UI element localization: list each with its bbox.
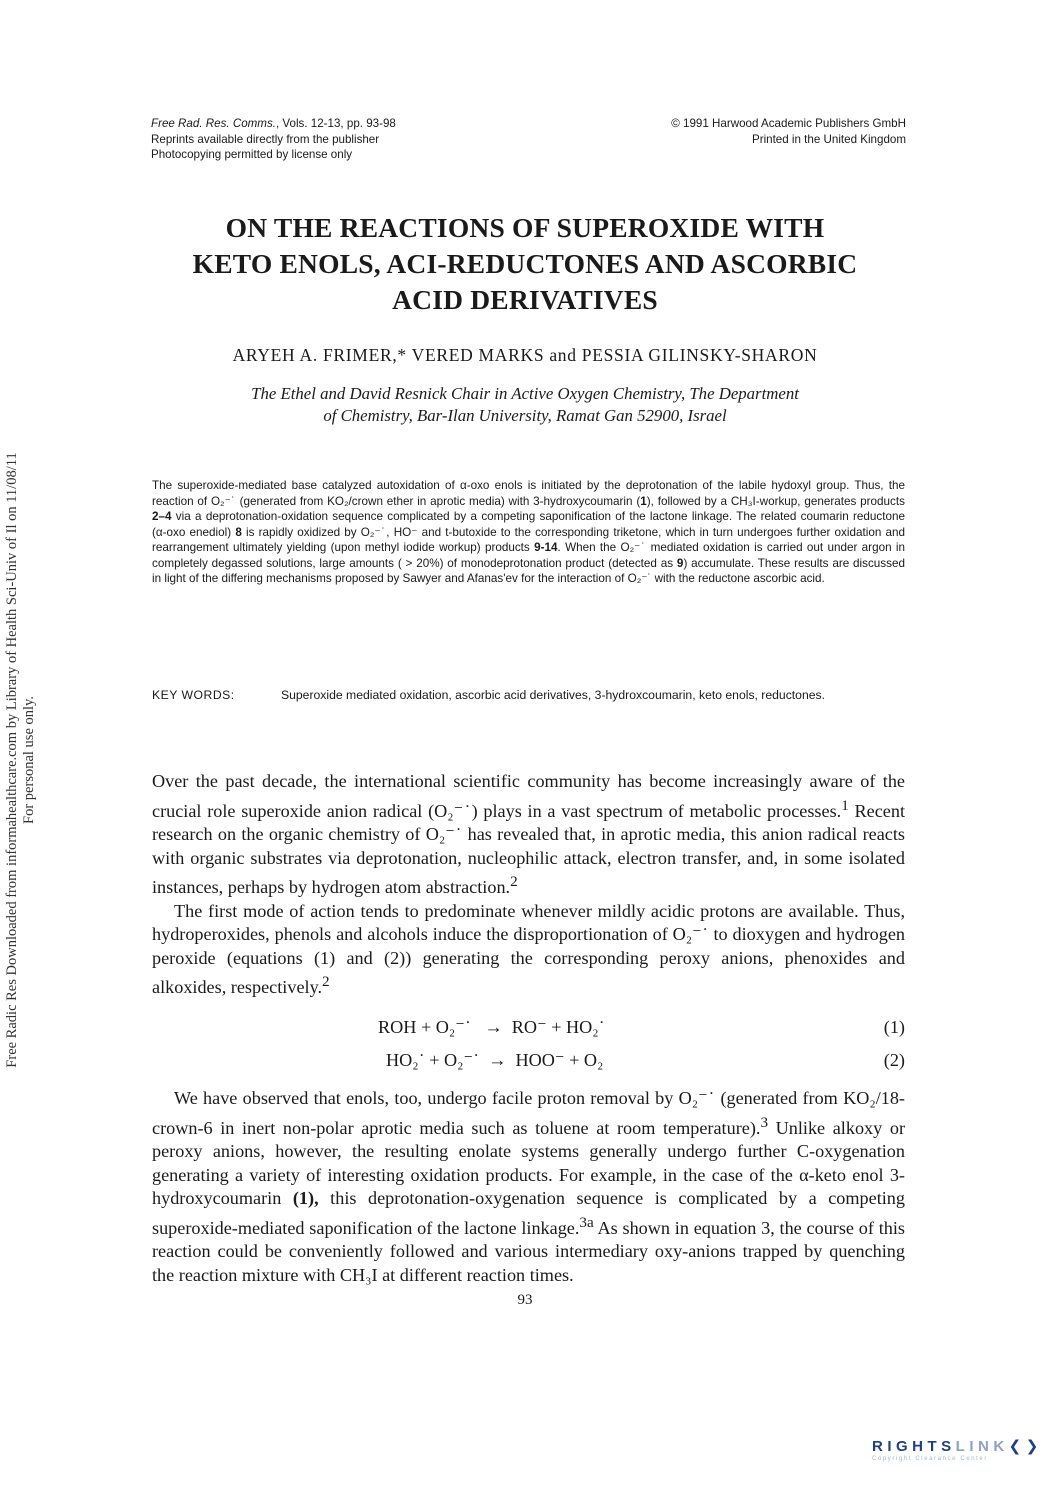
body-text: Recent research on the organic chemistry of O₂⁻˙ has revealed that, in aprotic media, this anion radical reacts with organic substrates via deprotonation, nucleophilic attack, electron transfer, and, in some isolated instances, perhaps by hydrogen atom abstraction. bbox=[152, 800, 906, 898]
keywords-text: Superoxide mediated oxidation, ascorbic acid derivatives, 3-hydroxcoumarin, keto enols, reductones. bbox=[281, 688, 825, 702]
equation-expression: HO₂˙ + O₂⁻˙ → HOO⁻ + O₂ bbox=[386, 1050, 604, 1070]
compound-ref: 8 bbox=[235, 525, 242, 539]
wordmark-light: LINK bbox=[955, 1438, 1009, 1455]
affiliation-line-2: of Chemistry, Bar-Ilan University, Ramat Gan 52900, Israel bbox=[323, 406, 727, 425]
compound-ref: 2–4 bbox=[152, 510, 172, 523]
paragraph-1 bbox=[152, 770, 905, 900]
reference-marker: 1 bbox=[841, 796, 849, 814]
keywords bbox=[152, 687, 905, 703]
compound-ref: 9 bbox=[676, 556, 684, 570]
printed-note: Printed in the United Kingdom bbox=[751, 132, 906, 146]
body-text: As shown in equation 3, the course of this reaction could be conveniently followed and various intermediary oxy-anions trapped by quenching the reaction mixture with CH₃I at different reaction times. bbox=[152, 1217, 905, 1285]
body-text: The first mode of action tends to predominate whenever mildly acidic protons are available. Thus, hydroperoxides, phenols and alcohols induce the disproportionation of O₂⁻˙ to dioxygen and hydrogen peroxide (equations (1) and (2)) generating the corresponding peroxy anions, phenoxides and alkoxides, respectively. bbox=[152, 900, 905, 998]
equation-number: (2) bbox=[883, 1050, 905, 1070]
title-line-3: ACID DERIVATIVES bbox=[392, 284, 658, 315]
rightslink-logo[interactable] bbox=[872, 1437, 1043, 1477]
abstract-text: ) accumulate. These results are discussed in light of the differing mechanisms proposed by Sawyer and Afanas'ev for the interaction of O₂⁻˙ with the reductone ascorbic acid. bbox=[152, 556, 905, 585]
paragraph-3 bbox=[152, 1087, 905, 1287]
body-section-2 bbox=[152, 1087, 905, 1287]
header-left bbox=[151, 116, 511, 163]
abstract-text: ), followed by a CH₃I-workup, generates products bbox=[646, 494, 905, 508]
compound-ref: 1 bbox=[640, 494, 647, 508]
title-line-2: KETO ENOLS, ACI-REDUCTONES AND ASCORBIC bbox=[192, 248, 858, 279]
keywords-label: KEY WORDS: bbox=[152, 688, 235, 702]
rightslink-tagline: Copyright Clearance Center bbox=[872, 1456, 988, 1462]
affiliation bbox=[150, 383, 900, 427]
equation-number: (1) bbox=[883, 1017, 905, 1037]
abstract-text: The superoxide-mediated base catalyzed autoxidation of α-oxo enols is initiated by the deprotonation of the labile hydoxyl group. Thus, the reaction of O₂⁻˙ (generated from KO₂/crown ether in aprotic media) with 3-hydroxycoumarin ( bbox=[152, 479, 905, 508]
rightslink-wordmark bbox=[872, 1437, 1043, 1455]
reference-marker: 2 bbox=[322, 973, 330, 991]
reprints-note: Reprints available directly from the publisher bbox=[151, 132, 380, 146]
abstract-text: . When the O₂⁻˙ mediated oxidation is carried out under argon in completely degassed solutions, large amounts ( > 20%) of monodeprotonation product (detected as bbox=[152, 541, 905, 570]
download-watermark bbox=[4, 410, 38, 1110]
journal-citation bbox=[151, 116, 511, 132]
compound-ref: (1), bbox=[292, 1188, 319, 1209]
compound-ref: 9-14 bbox=[534, 541, 558, 554]
reference-marker: 3a bbox=[579, 1213, 594, 1231]
journal-volume: , Vols. 12-13, pp. 93-98 bbox=[275, 117, 396, 130]
abstract bbox=[152, 478, 905, 587]
journal-name: Free Rad. Res. Comms. bbox=[151, 117, 276, 130]
paragraph-2 bbox=[152, 900, 905, 1000]
author-list: ARYEH A. FRIMER,* VERED MARKS and PESSIA GILINSKY-SHARON bbox=[232, 345, 818, 365]
body-text: We have observed that enols, too, undergo facile proton removal by O₂⁻˙ (generated from KO₂/18-crown-6 in inert non-polar aprotic media such as toluene at room temperature). bbox=[152, 1088, 905, 1138]
affiliation-line-1: The Ethel and David Resnick Chair in Active Oxygen Chemistry, The Department bbox=[251, 384, 799, 403]
watermark-line-1: Free Radic Res Downloaded from informahealthcare.com by Library of Health Sci-Univ of Il on 11/08/11 bbox=[4, 452, 20, 1068]
reference-marker: 2 bbox=[510, 873, 518, 891]
wordmark-dark: RIGHTS bbox=[872, 1438, 956, 1455]
paper-title bbox=[120, 210, 930, 318]
abstract-text: is rapidly oxidized by O₂⁻˙, HO⁻ and t-butoxide to the corresponding triketone, which in turn undergoes further oxidation and rearrangement ultimately yielding (upon methyl iodide workup) products bbox=[152, 525, 905, 554]
watermark-line-2: For personal use only. bbox=[21, 696, 37, 824]
title-line-1: ON THE REACTIONS OF SUPEROXIDE WITH bbox=[225, 212, 825, 243]
header-right bbox=[560, 116, 906, 147]
body-text: Over the past decade, the international scientific community has become increasingly aware of the crucial role superoxide anion radical (O₂⁻˙) plays in a vast spectrum of metabolic processes. bbox=[152, 771, 905, 821]
page-number: 93 bbox=[517, 1292, 533, 1308]
abstract-text: via a deprotonation-oxidation sequence complicated by a competing saponification of the lactone linkage. The related coumarin reductone (α-oxo enediol) bbox=[152, 510, 905, 539]
reference-marker: 3 bbox=[760, 1113, 769, 1131]
equation-expression: ROH + O₂⁻˙ → RO⁻ + HO₂˙ bbox=[378, 1017, 605, 1037]
photocopy-note: Photocopying permitted by license only bbox=[151, 148, 353, 161]
equation-1 bbox=[378, 1017, 905, 1041]
copyright-note: © 1991 Harwood Academic Publishers GmbH bbox=[671, 117, 906, 130]
chevron-arrows-icon: ❮❯ bbox=[1008, 1438, 1043, 1455]
body-section-1 bbox=[152, 770, 905, 1000]
body-text: this deprotonation-oxygenation sequence is complicated by a competing superoxide-mediated saponification of the lactone linkage. bbox=[152, 1188, 905, 1238]
body-text: Unlike alkoxy or peroxy anions, however, the resulting enolate systems generally undergo further C-oxygenation generating a variety of interesting oxidation products. For example, in the case of the α-keto enol 3-hydroxycoumarin bbox=[152, 1117, 906, 1209]
equation-2 bbox=[378, 1050, 905, 1074]
